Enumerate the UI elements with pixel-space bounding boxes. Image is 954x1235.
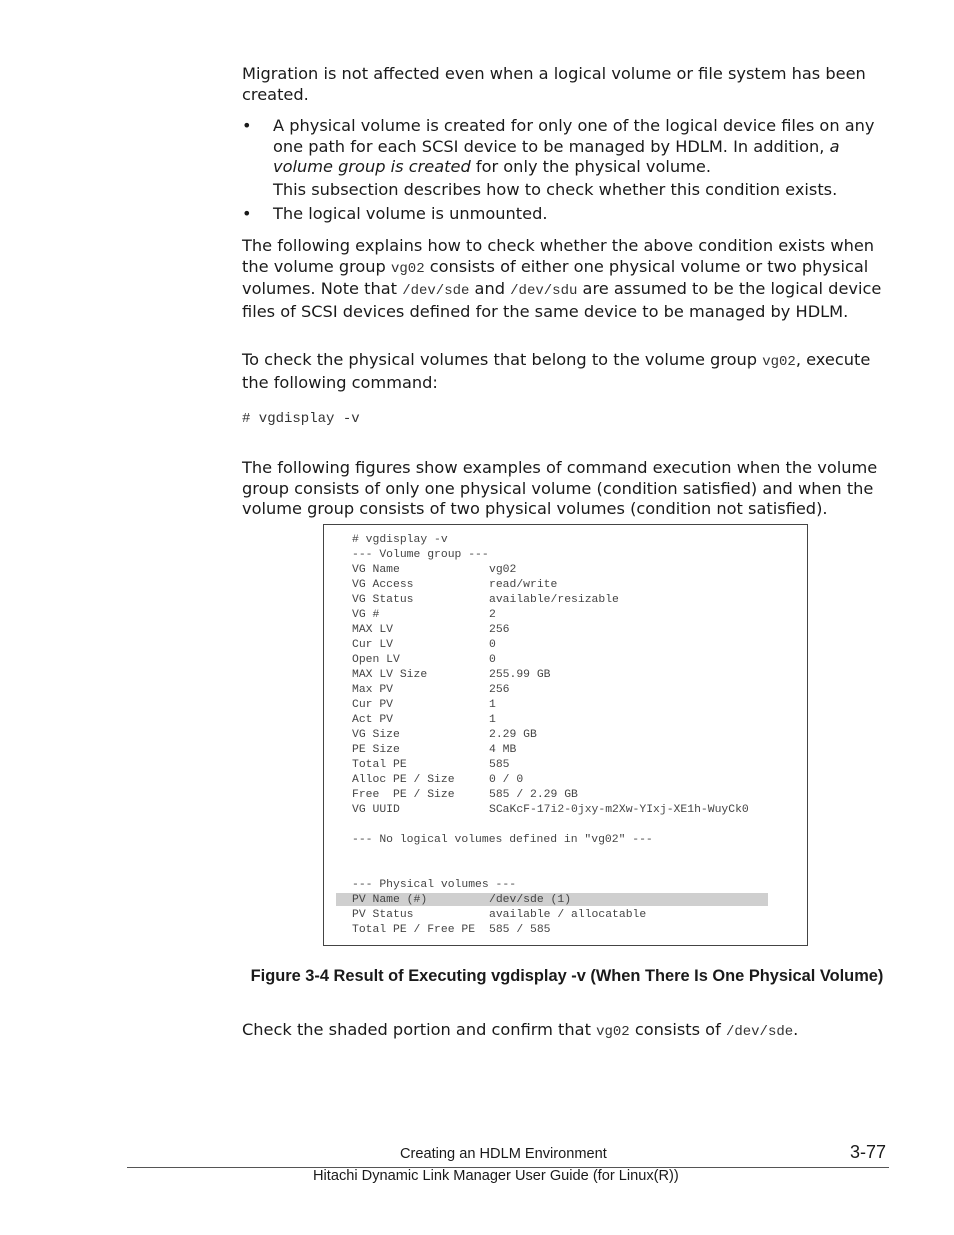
terminal-output [352, 533, 749, 938]
terminal-value: 0 [489, 654, 496, 666]
terminal-value: 2 [489, 609, 496, 621]
figure-vgdisplay-output [323, 524, 808, 946]
footer-section-title: Creating an HDLM Environment [400, 1146, 607, 1162]
terminal-value: 255.99 GB [489, 669, 551, 681]
terminal-key: PV Status [352, 909, 414, 921]
terminal-value: 585 / 585 [489, 924, 551, 936]
terminal-key: Cur PV [352, 699, 394, 711]
terminal-line [352, 698, 749, 713]
terminal-line [352, 923, 749, 938]
bullet-marker: • [242, 204, 252, 223]
terminal-value: /dev/sde (1) [489, 894, 572, 906]
terminal-value: 2.29 GB [489, 729, 537, 741]
bullet-subtext: This subsection describes how to check whether this condition exists. [273, 179, 838, 199]
terminal-line [352, 758, 749, 773]
terminal-key: --- No logical volumes defined in "vg02" --- [352, 834, 653, 846]
terminal-line [352, 743, 749, 758]
terminal-line [352, 668, 749, 683]
footer-guide-title: Hitachi Dynamic Link Manager User Guide (for Linux(R)) [313, 1168, 679, 1184]
terminal-value: available/resizable [489, 594, 619, 606]
terminal-line [352, 908, 749, 923]
terminal-line [352, 548, 749, 563]
terminal-value: vg02 [489, 564, 517, 576]
terminal-line [352, 638, 749, 653]
terminal-key: Free PE / Size [352, 789, 455, 801]
terminal-line [352, 833, 749, 848]
terminal-line [352, 653, 749, 668]
terminal-value: 0 [489, 639, 496, 651]
figure-caption: Figure 3-4 Result of Executing vgdisplay -v (When There Is One Physical Volume) [250, 967, 884, 985]
terminal-key: --- Volume group --- [352, 549, 489, 561]
terminal-line [352, 608, 749, 623]
paragraph-confirm: Check the shaded portion and confirm that vg02 consists of /dev/sde. [242, 1020, 799, 1040]
terminal-value: 585 [489, 759, 510, 771]
terminal-value: available / allocatable [489, 909, 647, 921]
terminal-line [352, 773, 749, 788]
paragraph-execute-command: To check the physical volumes that belong to the volume group vg02, execute the following command: [242, 350, 871, 392]
terminal-line [352, 818, 749, 833]
terminal-value: read/write [489, 579, 558, 591]
terminal-key: VG Access [352, 579, 414, 591]
terminal-key: MAX LV Size [352, 669, 428, 681]
terminal-line [352, 578, 749, 593]
terminal-value: 4 MB [489, 744, 517, 756]
terminal-line [352, 788, 749, 803]
terminal-line [352, 863, 749, 878]
terminal-key: VG Name [352, 564, 400, 576]
terminal-key: VG Size [352, 729, 400, 741]
terminal-line [352, 728, 749, 743]
terminal-value: 256 [489, 624, 510, 636]
terminal-line [352, 803, 749, 818]
terminal-key: Act PV [352, 714, 394, 726]
terminal-line [352, 683, 749, 698]
page-number: 3-77 [850, 1142, 887, 1162]
bullet-marker: • [242, 116, 252, 135]
terminal-line [352, 593, 749, 608]
terminal-key: VG # [352, 609, 380, 621]
terminal-line [352, 848, 749, 863]
paragraph-check-condition: The following explains how to check whether the above condition exists when the volume group vg02 consists of either one physical volume or two physical volumes. Note that /dev/sde and /dev/sdu are assumed to be the logical device files of SCSI devices defined for the same device to be managed by HDLM. [242, 236, 882, 321]
command-example: # vgdisplay -v [242, 411, 360, 427]
terminal-value: 1 [489, 699, 496, 711]
terminal-line [352, 893, 749, 908]
terminal-key: PE Size [352, 744, 400, 756]
terminal-value: 0 / 0 [489, 774, 524, 786]
terminal-key: --- Physical volumes --- [352, 879, 517, 891]
terminal-value: SCaKcF-17i2-0jxy-m2Xw-YIxj-XE1h-WuyCk0 [489, 804, 749, 816]
bullet-item-unmounted: • The logical volume is unmounted. [242, 204, 548, 223]
terminal-line [352, 623, 749, 638]
terminal-value: 1 [489, 714, 496, 726]
terminal-key: PV Name (#) [352, 894, 428, 906]
paragraph-figures-intro: The following figures show examples of command execution when the volume group consists of only one physical volume (condition satisfied) and when the volume group consists of two physical volumes (condition not satisfied). [242, 458, 878, 518]
terminal-key: Cur LV [352, 639, 394, 651]
terminal-value: 256 [489, 684, 510, 696]
terminal-key: Open LV [352, 654, 400, 666]
terminal-value: 585 / 2.29 GB [489, 789, 578, 801]
terminal-key: Max PV [352, 684, 394, 696]
terminal-line [352, 878, 749, 893]
terminal-key: Total PE / Free PE [352, 924, 476, 936]
terminal-line [352, 563, 749, 578]
terminal-key: MAX LV [352, 624, 394, 636]
bullet-item-physical-volume: • A physical volume is created for only one of the logical device files on any one path for each SCSI device to be managed by HDLM. In addition, a volume group is created for only the physical volume. This subsection describes how to check whether this condition exists. [242, 116, 892, 200]
terminal-line [352, 713, 749, 728]
terminal-key: VG UUID [352, 804, 400, 816]
terminal-key: # vgdisplay -v [352, 534, 448, 546]
terminal-key: Total PE [352, 759, 407, 771]
terminal-key: VG Status [352, 594, 414, 606]
terminal-key: Alloc PE / Size [352, 774, 455, 786]
terminal-line [352, 533, 749, 548]
paragraph-migration: Migration is not affected even when a logical volume or file system has been created. [242, 64, 866, 104]
